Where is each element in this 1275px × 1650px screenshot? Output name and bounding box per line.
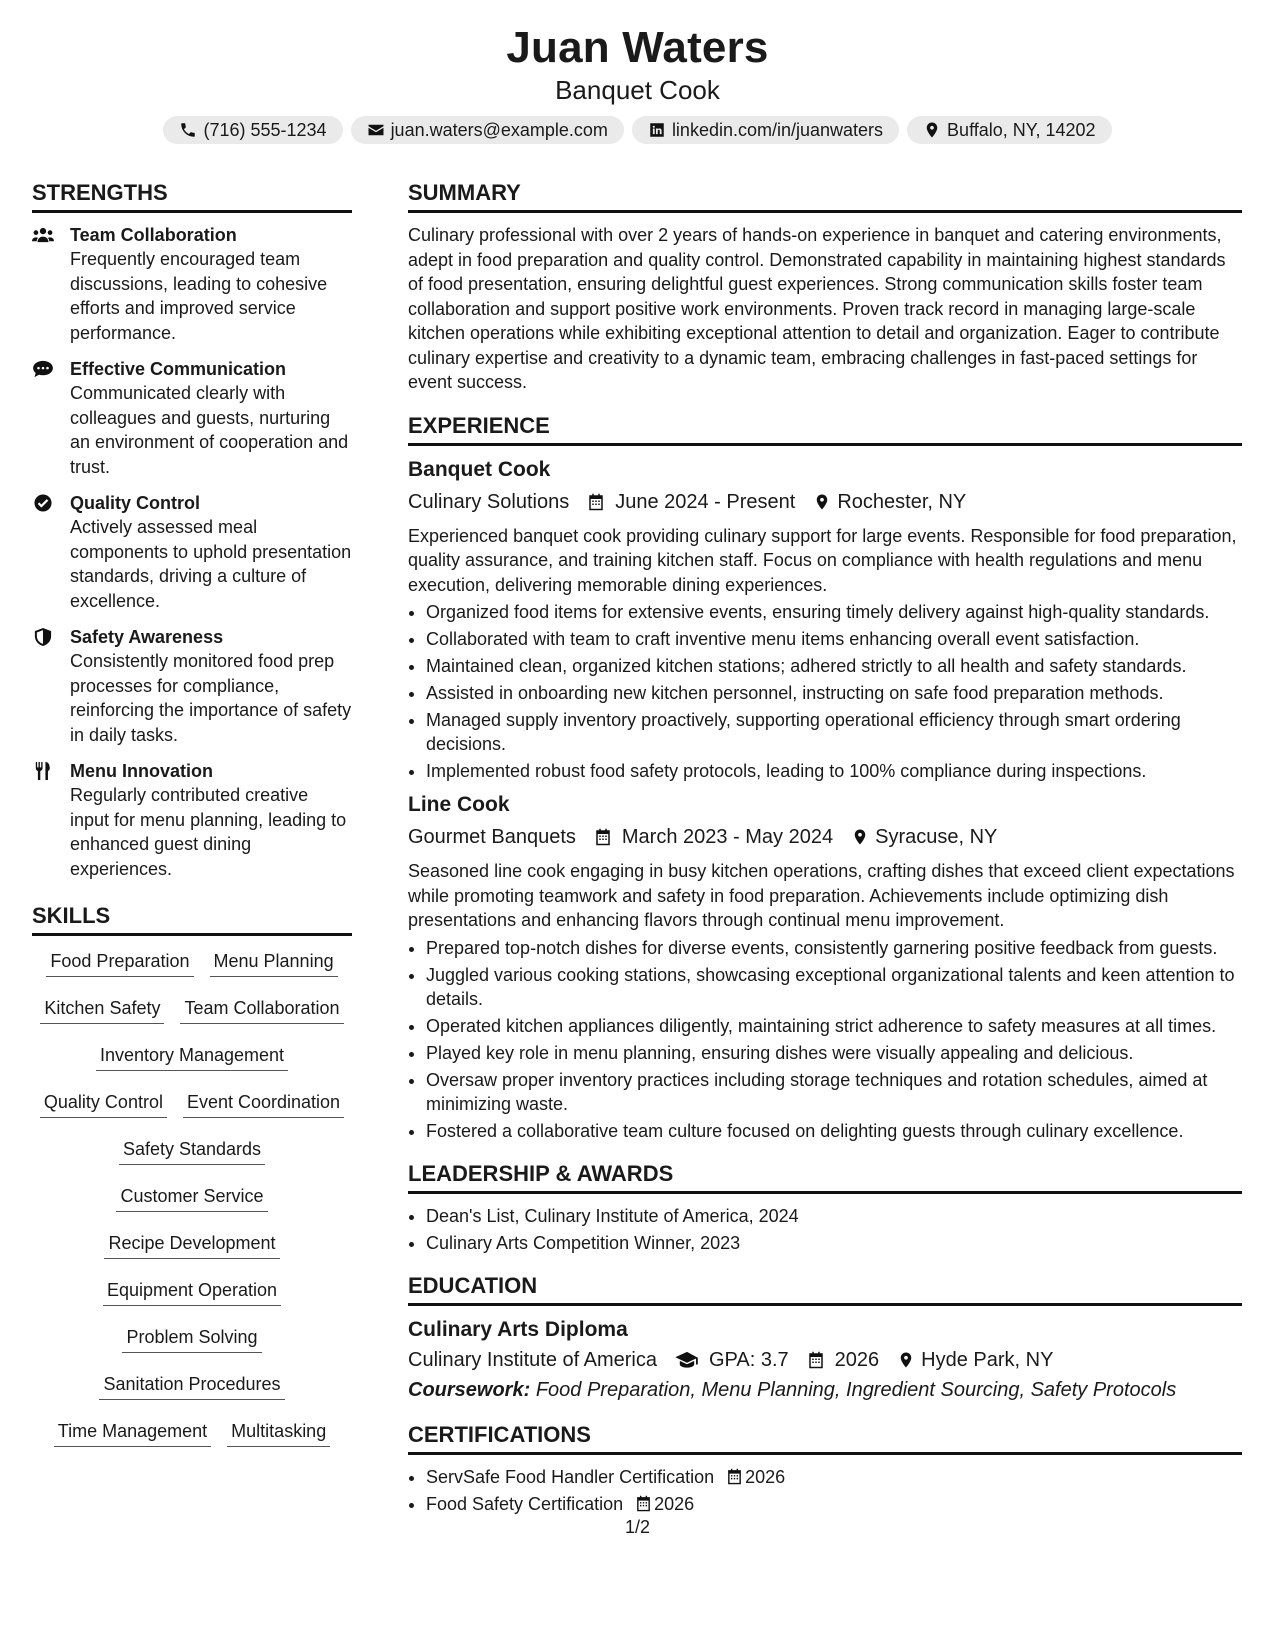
- location-text: Buffalo, NY, 14202: [947, 120, 1096, 140]
- calendar-icon: [594, 828, 612, 846]
- certification-item: [426, 1465, 1242, 1489]
- job-bullet: • Collaborated with team to craft inventive menu items enhancing overall event satisfaction.: [426, 627, 1242, 651]
- strength-item: [32, 223, 352, 345]
- linkedin-icon: [648, 121, 666, 139]
- education-heading: EDUCATION: [408, 1271, 1242, 1306]
- skill-tag: Team Collaboration: [180, 995, 343, 1024]
- strength-item: [32, 491, 352, 613]
- coursework-label: Coursework:: [408, 1378, 531, 1401]
- strength-desc: Consistently monitored food prep processes for compliance, reinforcing the importance of safety in daily tasks.: [70, 651, 352, 745]
- skill-tag: Quality Control: [40, 1089, 167, 1118]
- skill-row: [32, 1369, 352, 1416]
- candidate-name: Juan Waters: [506, 23, 769, 72]
- shield-icon: [32, 628, 54, 646]
- strength-desc: Actively assessed meal components to uphold presentation standards, driving a culture of excellence.: [70, 517, 352, 611]
- job-company: Culinary Solutions: [408, 490, 570, 513]
- check-circle-icon: [32, 494, 54, 512]
- summary-text: Culinary professional with over 2 years of hands-on experience in banquet and catering environments, adept in food preparation and quality control. Demonstrated capability in maintaining highest standards of food presentation, ensuring delightful guest experiences. Strong communication skills foster team collaboration and support positive work environments. Proven track record in managing large-scale kitchen operations while exhibiting exceptional attention to detail and organization. Eager to contribute culinary expertise and creativity to a dynamic team, embracing challenges in fast-paced settings for event success.: [408, 225, 1226, 392]
- skill-tag: Problem Solving: [122, 1324, 261, 1353]
- contact-bar: [0, 116, 1275, 144]
- map-pin-icon: [897, 1351, 915, 1369]
- job-bullet: • Juggled various cooking stations, showcasing exceptional organizational talents and keen attention to details.: [426, 963, 1242, 1011]
- skill-tag: Time Management: [54, 1418, 211, 1447]
- skill-tag: Safety Standards: [119, 1136, 265, 1165]
- education-section: [408, 1271, 1242, 1404]
- utensils-icon: [32, 762, 54, 780]
- contact-phone[interactable]: [163, 116, 342, 144]
- job-meta: [408, 823, 1242, 851]
- skill-tag: Kitchen Safety: [40, 995, 164, 1024]
- skill-row: [32, 1134, 352, 1181]
- education-year: 2026: [834, 1348, 880, 1371]
- job-entry: [408, 456, 1242, 784]
- users-icon: [32, 226, 54, 244]
- linkedin-text: linkedin.com/in/juanwaters: [671, 120, 884, 140]
- job-bullets: [408, 600, 1242, 783]
- contact-location: [907, 116, 1111, 144]
- skill-tag: Inventory Management: [96, 1042, 288, 1071]
- skill-row: [32, 1040, 352, 1087]
- certification-item: [426, 1492, 1242, 1516]
- skill-tag: Event Coordination: [183, 1089, 344, 1118]
- skill-tag: Multitasking: [227, 1418, 330, 1447]
- skills-heading: SKILLS: [32, 901, 352, 936]
- skill-tag: Sanitation Procedures: [99, 1371, 284, 1400]
- job-meta: [408, 488, 1242, 516]
- summary-section: [408, 178, 1242, 395]
- leadership-item: • Dean's List, Culinary Institute of America, 2024: [426, 1204, 1242, 1228]
- job-bullet: • Maintained clean, organized kitchen stations; adhered strictly to all health and safety standards.: [426, 654, 1242, 678]
- skill-tag: Equipment Operation: [103, 1277, 281, 1306]
- skill-tag: Menu Planning: [210, 948, 338, 977]
- phone-icon: [179, 121, 197, 139]
- certification-year: 2026: [745, 1466, 786, 1487]
- skill-row: [32, 993, 352, 1040]
- skill-row: [32, 946, 352, 993]
- job-location: Syracuse, NY: [875, 826, 998, 848]
- education-meta: [408, 1346, 1242, 1374]
- left-column: [32, 178, 352, 1463]
- calendar-icon: [807, 1351, 825, 1369]
- certifications-list: [408, 1465, 1242, 1516]
- job-entry: [408, 791, 1242, 1143]
- skill-tag: Food Preparation: [46, 948, 193, 977]
- email-text: juan.waters@example.com: [390, 120, 608, 140]
- leadership-list: [408, 1204, 1242, 1255]
- coursework-text: Food Preparation, Menu Planning, Ingredient Sourcing, Safety Protocols: [535, 1378, 1177, 1401]
- job-bullet: • Implemented robust food safety protocols, leading to 100% compliance during inspections.: [426, 759, 1242, 783]
- strength-item: [32, 759, 352, 881]
- comment-icon: [32, 360, 54, 378]
- job-title: Banquet Cook: [408, 457, 551, 481]
- strength-item: [32, 357, 352, 479]
- job-bullet: • Managed supply inventory proactively, supporting operational efficiency through smart ordering decisions.: [426, 708, 1242, 756]
- graduation-cap-icon: [675, 1351, 699, 1369]
- calendar-icon: [587, 493, 605, 511]
- summary-heading: SUMMARY: [408, 178, 1242, 213]
- skill-row: [32, 1087, 352, 1134]
- skill-row: [32, 1275, 352, 1322]
- job-description: Seasoned line cook engaging in busy kitchen operations, crafting dishes that exceed client expectations while promoting teamwork and safety in food preparation. Achievements include optimizing dish presentations and enhancing flavors through continual menu improvement.: [408, 861, 1235, 930]
- calendar-icon: [726, 1468, 743, 1485]
- phone-text: (716) 555-1234: [203, 120, 327, 140]
- job-bullet: • Operated kitchen appliances diligently, maintaining strict adherence to safety measures at all times.: [426, 1014, 1242, 1038]
- strength-title: Effective Communication: [70, 359, 287, 379]
- skill-tag: Customer Service: [116, 1183, 267, 1212]
- skill-row: [32, 1181, 352, 1228]
- contact-email[interactable]: [351, 116, 624, 144]
- strength-desc: Frequently encouraged team discussions, leading to cohesive efforts and improved service performance.: [70, 249, 328, 343]
- contact-linkedin[interactable]: [632, 116, 899, 144]
- job-bullet: • Played key role in menu planning, ensuring dishes were visually appealing and delicious.: [426, 1041, 1242, 1065]
- degree-title: Culinary Arts Diploma: [408, 1317, 628, 1341]
- skills-section: [32, 901, 352, 1463]
- experience-section: [408, 411, 1242, 1143]
- strength-desc: Regularly contributed creative input for menu planning, leading to enhanced guest dining experiences.: [70, 785, 347, 879]
- job-company: Gourmet Banquets: [408, 826, 576, 848]
- strength-title: Safety Awareness: [70, 627, 224, 647]
- job-dates: March 2023 - May 2024: [621, 826, 834, 848]
- map-pin-icon: [813, 493, 831, 511]
- map-pin-icon: [923, 121, 941, 139]
- strength-title: Menu Innovation: [70, 761, 213, 781]
- certification-year: 2026: [654, 1493, 695, 1514]
- school-name: Culinary Institute of America: [408, 1348, 657, 1371]
- skill-tag: Recipe Development: [104, 1230, 279, 1259]
- candidate-title: Banquet Cook: [555, 75, 720, 105]
- strength-item: [32, 625, 352, 747]
- leadership-item: • Culinary Arts Competition Winner, 2023: [426, 1231, 1242, 1255]
- certification-name: • ServSafe Food Handler Certification: [426, 1466, 715, 1487]
- skill-row: [32, 1416, 352, 1463]
- certifications-heading: CERTIFICATIONS: [408, 1420, 1242, 1455]
- job-bullet: • Organized food items for extensive events, ensuring timely delivery against high-quality standards.: [426, 600, 1242, 624]
- certification-name: • Food Safety Certification: [426, 1493, 624, 1514]
- job-location: Rochester, NY: [837, 490, 967, 513]
- job-bullets: [408, 936, 1242, 1143]
- map-pin-icon: [851, 828, 869, 846]
- skill-row: [32, 1228, 352, 1275]
- education-location: Hyde Park, NY: [921, 1348, 1054, 1371]
- skill-row: [32, 1322, 352, 1369]
- right-column: [408, 178, 1242, 1526]
- strength-desc: Communicated clearly with colleagues and guests, nurturing an environment of cooperation and trust.: [70, 383, 349, 477]
- job-bullet: • Prepared top-notch dishes for diverse events, consistently garnering positive feedback from guests.: [426, 936, 1242, 960]
- envelope-icon: [367, 121, 385, 139]
- strength-title: Team Collaboration: [70, 225, 237, 245]
- calendar-icon: [635, 1495, 652, 1512]
- strength-title: Quality Control: [70, 493, 200, 513]
- job-bullet: • Oversaw proper inventory practices including storage techniques and rotation schedules, aimed at minimizing waste.: [426, 1068, 1242, 1116]
- experience-heading: EXPERIENCE: [408, 411, 1242, 446]
- job-bullet: • Assisted in onboarding new kitchen personnel, instructing on safe food preparation methods.: [426, 681, 1242, 705]
- certifications-section: [408, 1420, 1242, 1516]
- coursework-line: [408, 1376, 1242, 1404]
- gpa-text: GPA: 3.7: [709, 1348, 789, 1371]
- strengths-heading: STRENGTHS: [32, 178, 352, 213]
- resume-header: [0, 22, 1275, 144]
- job-title: Line Cook: [408, 793, 510, 816]
- job-description: Experienced banquet cook providing culinary support for large events. Responsible for food preparation, quality assurance, and training kitchen staff. Focus on compliance with health regulations and menu execution, delivering memorable dining experiences.: [408, 525, 1237, 595]
- page-number: 1/2: [624, 1517, 651, 1537]
- job-dates: June 2024 - Present: [615, 490, 796, 513]
- leadership-heading: LEADERSHIP & AWARDS: [408, 1159, 1242, 1194]
- job-bullet: • Fostered a collaborative team culture focused on delighting guests through culinary excellence.: [426, 1119, 1242, 1143]
- leadership-section: [408, 1159, 1242, 1255]
